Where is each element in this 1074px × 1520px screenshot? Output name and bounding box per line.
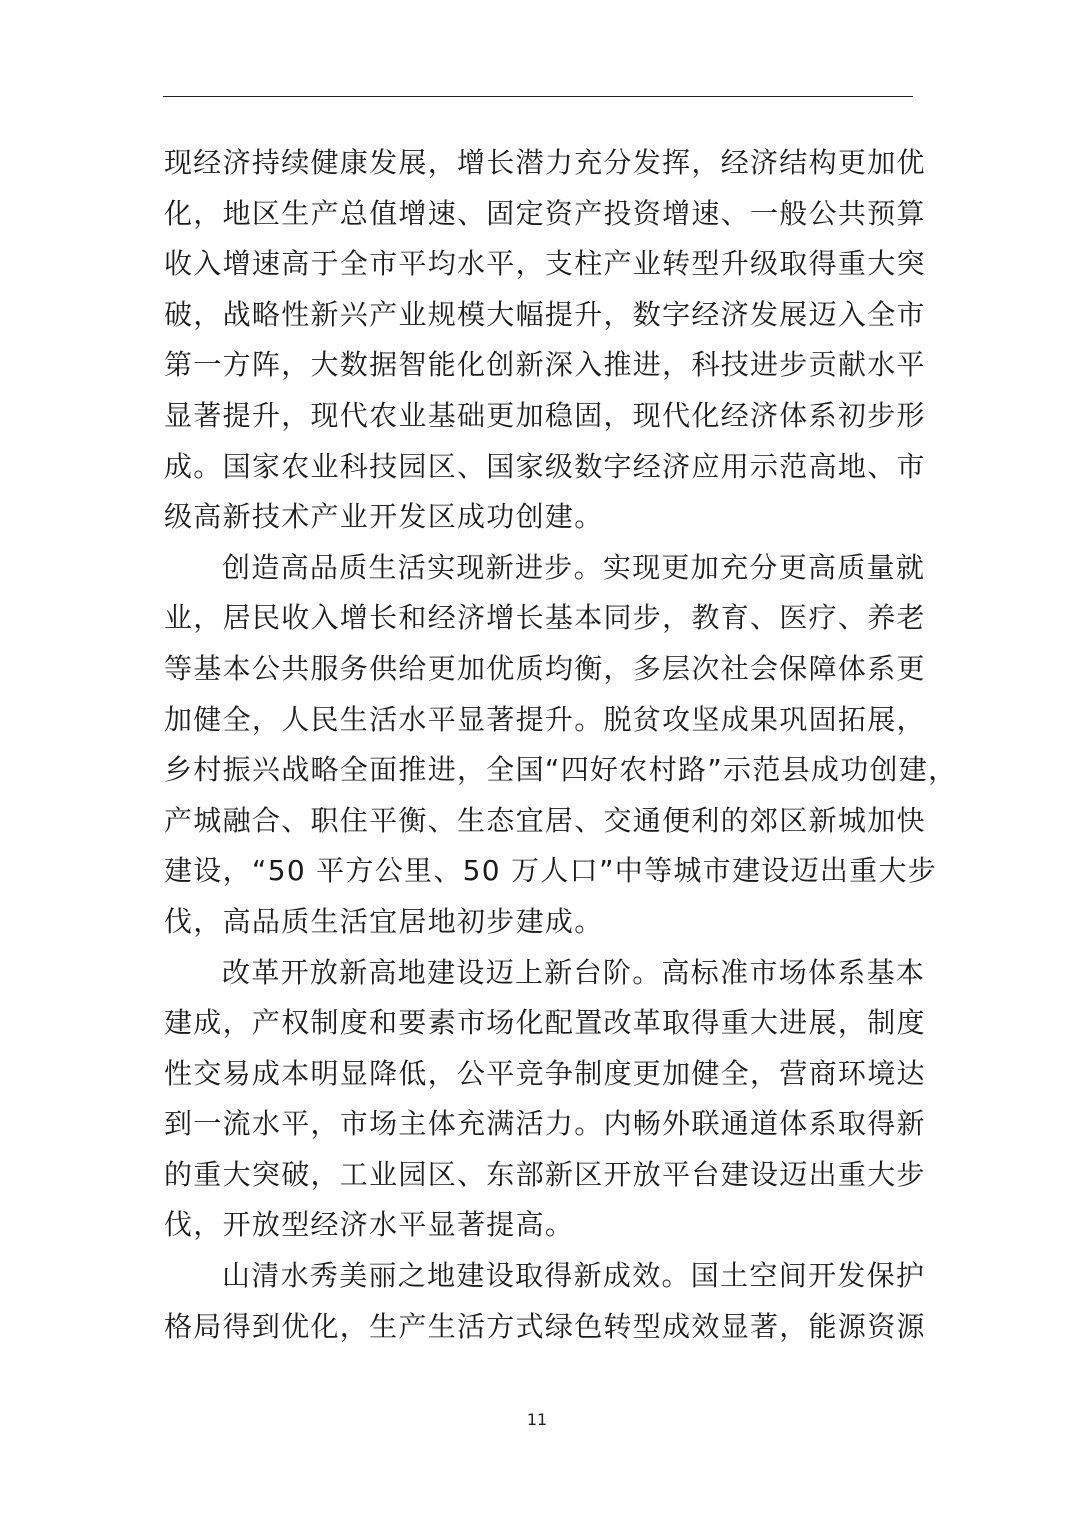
- text-line: 产城融合、职住平衡、生态宜居、交通便利的郊区新城加快: [164, 803, 926, 837]
- text-line: 加健全，人民生活水平显著提升。脱贫攻坚成果巩固拓展，: [164, 702, 926, 736]
- text-line: 业，居民收入增长和经济增长基本同步，教育、医疗、养老: [164, 601, 926, 635]
- text-line: 性交易成本明显降低，公平竞争制度更加健全，营商环境达: [164, 1056, 926, 1090]
- text-line: 级高新技术产业开发区成功创建。: [164, 500, 604, 534]
- paragraph-start-line: 山清水秀美丽之地建设取得新成效。国土空间开发保护: [222, 1259, 926, 1293]
- text-line: 显著提升，现代农业基础更加稳固，现代化经济体系初步形: [164, 398, 926, 432]
- text-line: 第一方阵，大数据智能化创新深入推进，科技进步贡献水平: [164, 348, 926, 382]
- text-line: 伐，开放型经济水平显著提高。: [164, 1208, 575, 1242]
- text-line: 到一流水平，市场主体充满活力。内畅外联通道体系取得新: [164, 1107, 926, 1141]
- text-line: 化，地区生产总值增速、固定资产投资增速、一般公共预算: [164, 196, 926, 230]
- text-line: 破，战略性新兴产业规模大幅提升，数字经济发展迈入全市: [164, 297, 926, 331]
- text-line: 成。国家农业科技园区、国家级数字经济应用示范高地、市: [164, 449, 926, 483]
- paragraph-start-line: 改革开放新高地建设迈上新台阶。高标准市场体系基本: [222, 955, 926, 989]
- paragraph-start-line: 创造高品质生活实现新进步。实现更加充分更高质量就: [222, 550, 926, 584]
- text-line: 建成，产权制度和要素市场化配置改革取得重大进展，制度: [164, 1006, 926, 1040]
- text-line: 现经济持续健康发展，增长潜力充分发挥，经济结构更加优: [164, 146, 926, 179]
- text-line: 建设，“50 平方公里、50 万人口”中等城市建设迈出重大步: [164, 854, 938, 888]
- text-line: 等基本公共服务供给更加优质均衡，多层次社会保障体系更: [164, 651, 926, 685]
- text-line: 乡村振兴战略全面推进，全国“四好农村路”示范县成功创建，: [164, 753, 958, 787]
- page-number: 11: [526, 1410, 548, 1429]
- text-line: 的重大突破，工业园区、东部新区开放平台建设迈出重大步: [164, 1157, 926, 1191]
- body-text: [164, 138, 958, 1352]
- text-line: 伐，高品质生活宜居地初步建成。: [164, 904, 604, 938]
- text-line: 收入增速高于全市平均水平，支柱产业转型升级取得重大突: [164, 247, 926, 281]
- text-line: 格局得到优化，生产生活方式绿色转型成效显著，能源资源: [164, 1309, 926, 1343]
- header-rule: [163, 96, 913, 97]
